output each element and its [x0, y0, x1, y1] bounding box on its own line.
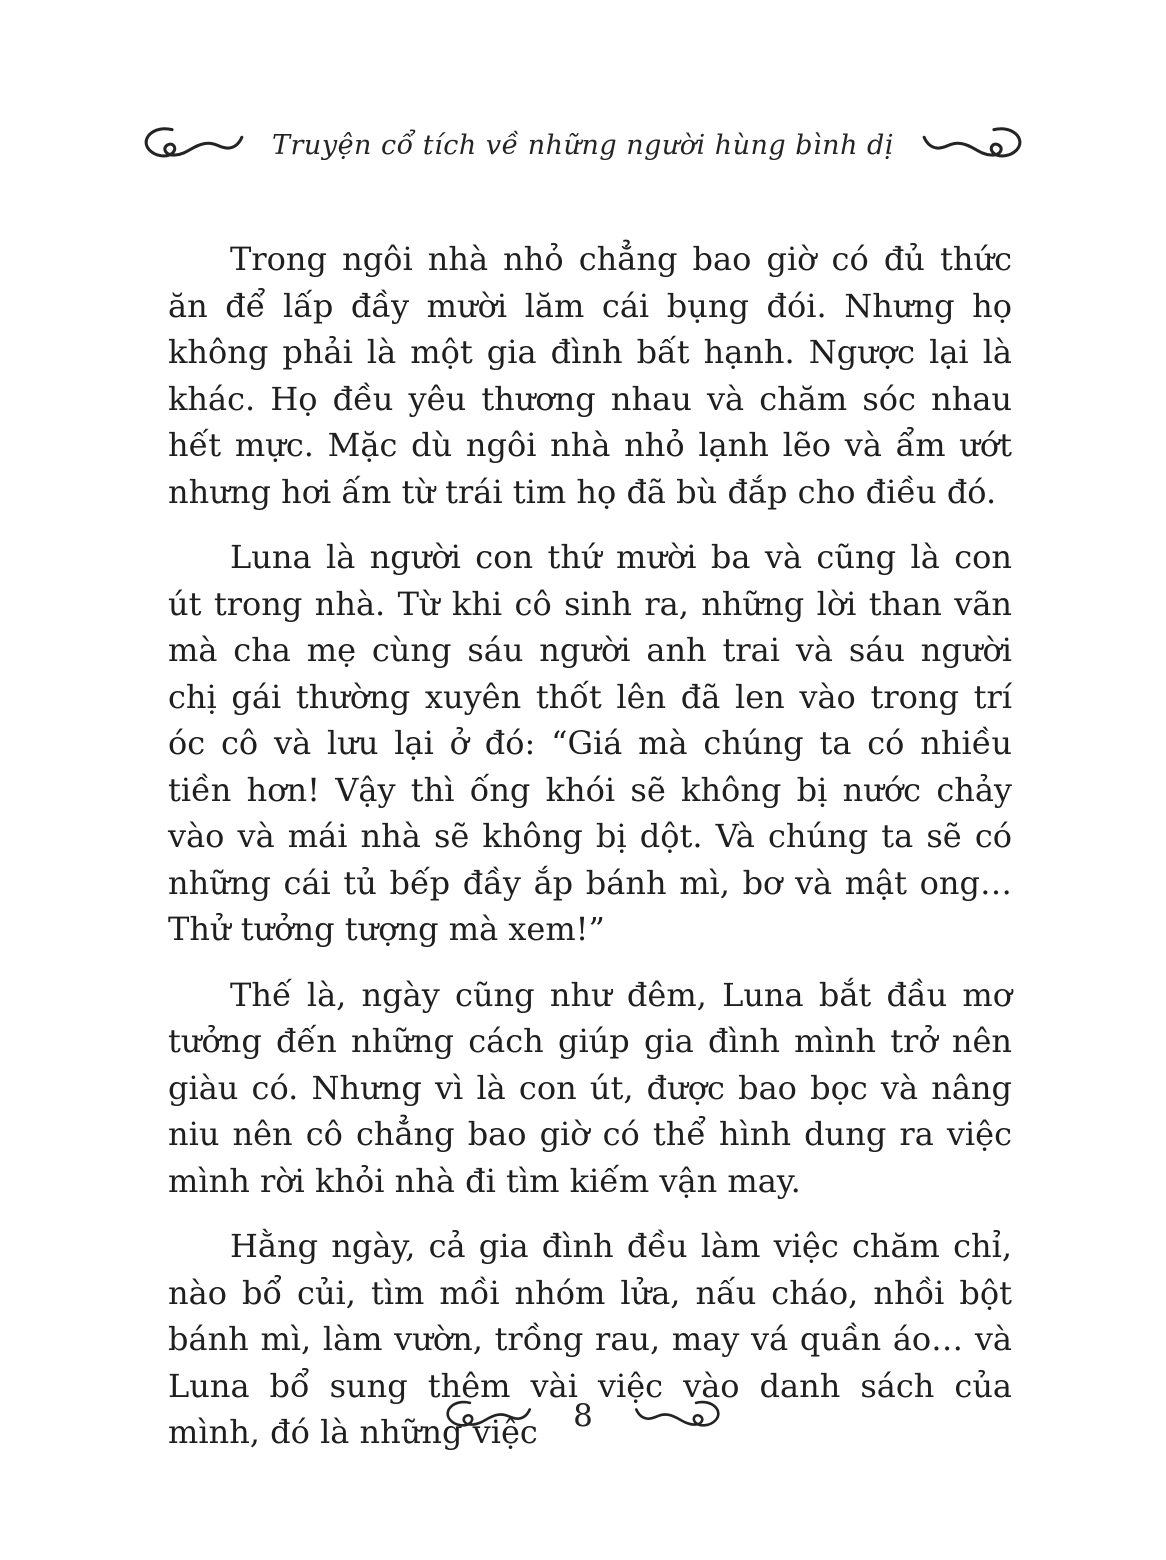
flourish-left-icon — [441, 1396, 533, 1436]
paragraph: Thế là, ngày cũng như đêm, Luna bắt đầu mơ tưởng đến những cách giúp gia đình mình trở nên giàu có. Nhưng vì là con út, được bao bọc và nâng niu nên cô chẳng bao giờ có thể hình dung ra việc mình rời khỏi nhà đi tìm kiếm vận may. — [168, 975, 1012, 1200]
running-header — [0, 122, 1166, 168]
running-header-title: Truyện cổ tích về những người hùng bình dị — [272, 129, 894, 161]
paragraph: Luna là người con thứ mười ba và cũng là con út trong nhà. Từ khi cô sinh ra, những lời than vãn mà cha mẹ cùng sáu người anh trai và sáu người chị gái thường xuyên thốt lên đã len vào trong trí óc cô và lưu lại ở đó: “Giá mà chúng ta có nhiều tiền hơn! Vậy thì ống khói sẽ không bị nước chảy vào và mái nhà sẽ không bị dột. Và chúng ta sẽ có những cái tủ bếp đầy ắp bánh mì, bơ và mật ong… Thử tưởng tượng mà xem!” — [168, 538, 1012, 948]
paragraph: Trong ngôi nhà nhỏ chẳng bao giờ có đủ thức ăn để lấp đầy mười lăm cái bụng đói. Nhưng họ không phải là một gia đình bất hạnh. Ngược lại là khác. Họ đều yêu thương nhau và chăm sóc nhau hết mực. Mặc dù ngôi nhà nhỏ lạnh lẽo và ẩm ướt nhưng hơi ấm từ trái tim họ đã bù đắp cho điều đó. — [168, 240, 1012, 511]
paragraph: Hằng ngày, cả gia đình đều làm việc chăm chỉ, nào bổ củi, tìm mồi nhóm lửa, nấu cháo, nhồi bột bánh mì, làm vườn, trồng rau, may vá quần áo… và Luna bổ sung thêm vài việc vào danh sách của mình, đó là những việc — [168, 1227, 1012, 1451]
body-text — [168, 236, 1012, 1475]
flourish-left-icon — [138, 122, 246, 168]
flourish-right-icon — [920, 122, 1028, 168]
page-number: 8 — [573, 1398, 593, 1434]
page-footer — [0, 1396, 1166, 1436]
flourish-right-icon — [633, 1396, 725, 1436]
